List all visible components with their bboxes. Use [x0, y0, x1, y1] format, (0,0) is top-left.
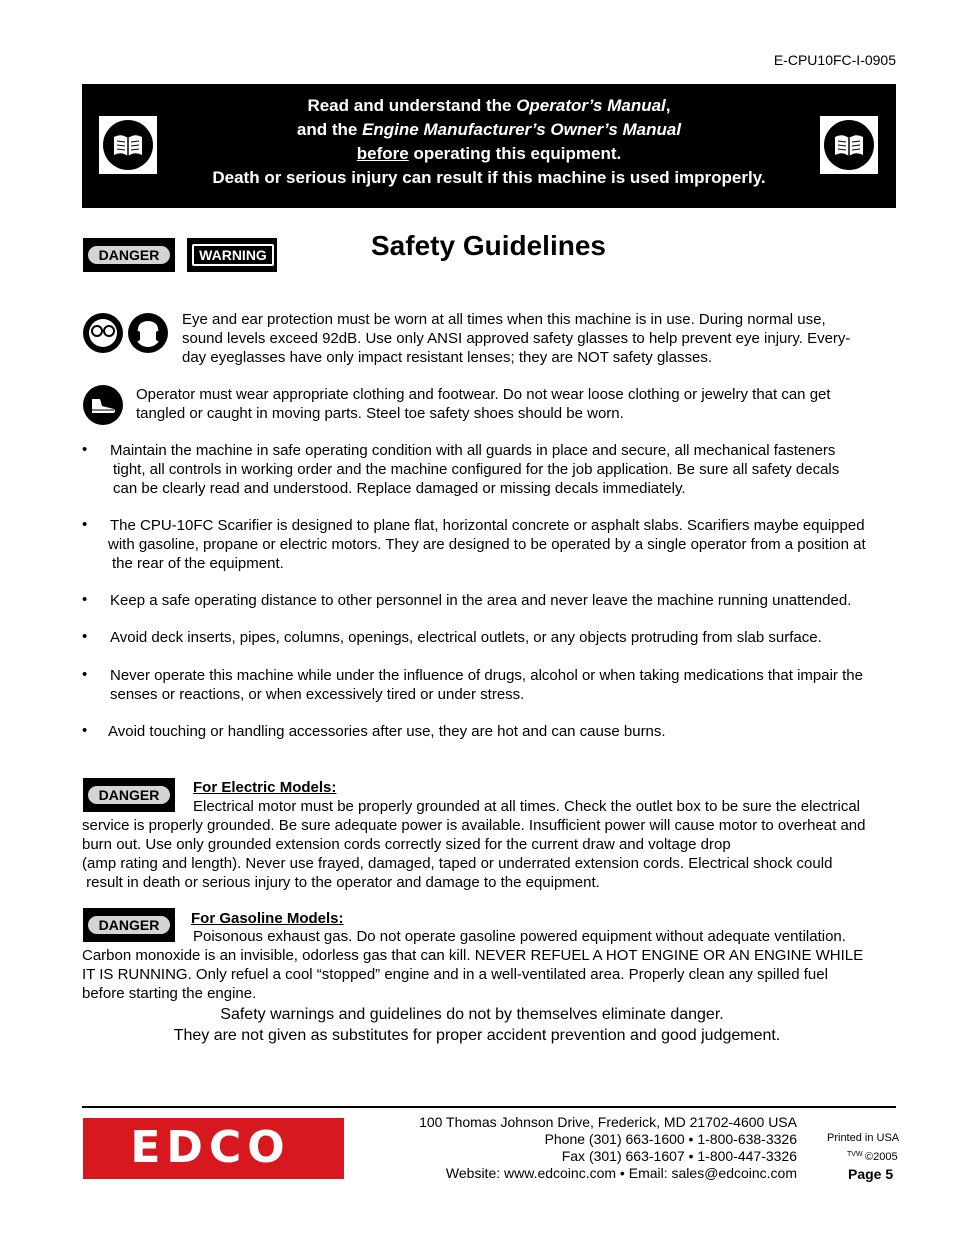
bullet-marker: • — [82, 516, 88, 533]
closing-line-2: They are not given as substitutes for proper accident prevention and good judgement. — [173, 1027, 781, 1044]
printed-in-usa: Printed in USA — [827, 1132, 900, 1144]
danger-badge: DANGER — [83, 778, 175, 812]
safety-shoe-icon — [83, 385, 123, 425]
warning-badge: WARNING — [187, 238, 277, 272]
footer-divider — [82, 1106, 896, 1108]
bullet-distance: Keep a safe operating distance to other personnel in the area and never leave the machine running unattended. — [110, 592, 852, 609]
bullet-marker: • — [82, 441, 88, 458]
edco-logo: EDCO — [83, 1118, 344, 1179]
read-manual-icon — [820, 116, 878, 174]
danger-badge: DANGER — [83, 238, 175, 272]
page-title: Safety Guidelines — [371, 230, 606, 261]
closing-line-1: Safety warnings and guidelines do not by themselves eliminate danger. — [220, 1006, 724, 1023]
footer-contact: 100 Thomas Johnson Drive, Frederick, MD 21702-4600 USA Phone (301) 663-1600 • 1-800-638-3326 Fax (301) 663-1607 • 1-800-447-3326 Website: www.edcoinc.com • Email: sales@edcoinc.com — [419, 1114, 797, 1181]
page-number: Page 5 — [848, 1166, 894, 1182]
eye-protection-icon — [83, 313, 123, 353]
banner-text: Read and understand the Operator’s Manual, and the Engine Manufacturer’s Owner’s Manual before operating this equipment. Death or serious injury can result if this machine is used improperly. — [212, 96, 766, 187]
tvw-mark: TVW — [847, 1151, 863, 1158]
bullet-marker: • — [82, 628, 88, 645]
bullet-hot-accessories: Avoid touching or handling accessories after use, they are hot and can cause burns. — [108, 723, 666, 740]
bullet-maintain: Maintain the machine in safe operating condition with all guards in place and secure, all mechanical fasteners tight, all controls in working order and the machine configured for the job application. Be sure all safety decals can be clearly read and understood. Replace damaged or missing decals immediately. — [110, 442, 840, 497]
bullet-obstacles: Avoid deck inserts, pipes, columns, openings, electrical outlets, or any objects protruding from slab surface. — [110, 629, 822, 646]
ear-protection-icon — [128, 313, 168, 353]
bullet-impairment: Never operate this machine while under the influence of drugs, alcohol or when taking medications that impair the senses or reactions, or when excessively tired or under stress. — [110, 667, 863, 703]
bullet-scarifier: The CPU-10FC Scarifier is designed to plane flat, horizontal concrete or asphalt slabs. Scarifiers maybe equipped with gasoline, propane or electric motors. They are designed to be operated by a single operator from a position at the rear of the equipment. — [108, 517, 866, 572]
bullet-marker: • — [82, 666, 88, 683]
copyright: ©2005 — [865, 1151, 898, 1163]
gasoline-heading: For Gasoline Models: — [191, 910, 344, 927]
clothing-text: Operator must wear appropriate clothing and footwear. Do not wear loose clothing or jewelry that can get tangled or caught in moving parts. Steel toe safety shoes should be worn. — [136, 386, 831, 422]
electric-heading: For Electric Models: — [193, 779, 337, 796]
gasoline-text: Poisonous exhaust gas. Do not operate gasoline powered equipment without adequate ventilation. Carbon monoxide is an invisible, odorless gas that can kill. NEVER REFUEL A HOT ENGINE OR AN ENGINE WHILE IT IS RUNNING. Only refuel a cool “stopped” engine and in a well-ventilated area. Properly clean any spilled fuel before starting the engine. — [82, 928, 864, 1002]
document-id: E-CPU10FC-I-0905 — [773, 52, 896, 68]
danger-badge: DANGER — [83, 908, 175, 942]
bullet-marker: • — [82, 722, 88, 739]
eye-ear-text: Eye and ear protection must be worn at all times when this machine is in use. During normal use, sound levels exceed 92dB. Use only ANSI approved safety glasses to help prevent eye injury. Every- day eyeglasses have only impact resistant lenses; they are NOT safety glasses. — [182, 311, 851, 366]
manual-warning-banner — [82, 84, 896, 208]
bullet-marker: • — [82, 591, 88, 608]
electric-text: Electrical motor must be properly grounded at all times. Check the outlet box to be sure the electrical service is properly grounded. Be sure adequate power is available. Insufficient power will cause motor to overheat and burn out. Use only grounded extension cords correctly sized for the current draw and voltage drop (amp rating and length). Never use frayed, damaged, taped or underrated extension cords. Electrical shock could result in death or serious injury to the operator and damage to the equipment. — [82, 798, 866, 891]
